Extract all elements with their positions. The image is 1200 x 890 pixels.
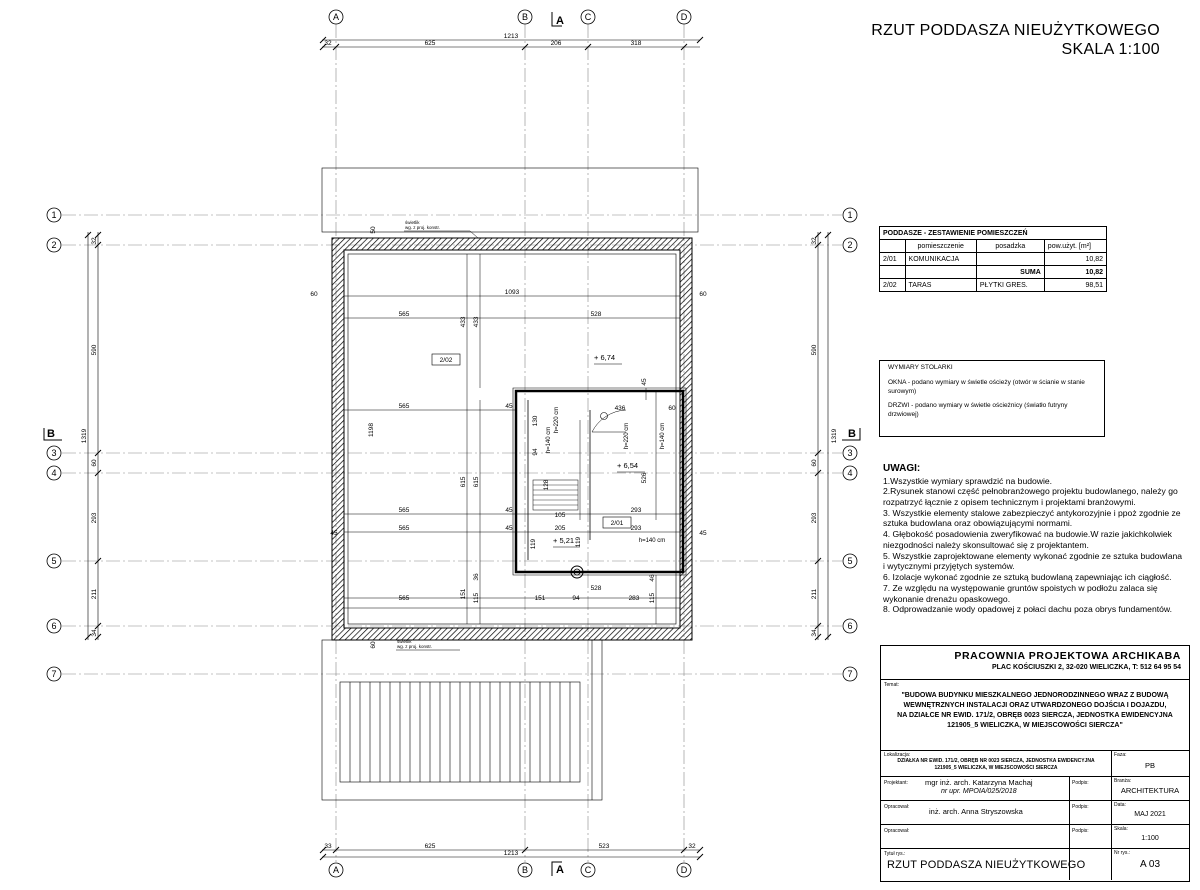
table-cell: 98,51 <box>1044 279 1106 292</box>
dim-text: 32 <box>688 843 696 850</box>
dim-text: 119 <box>575 536 582 548</box>
dim-text: 293 <box>630 507 642 514</box>
dim-text: 565 <box>398 403 410 410</box>
table-cell: TARAS <box>905 279 976 292</box>
dim-text: 283 <box>628 595 640 602</box>
dim-text: 625 <box>424 40 436 47</box>
section-mark-top: A <box>556 15 564 27</box>
dim-text: 60 <box>310 291 318 298</box>
data-value: MAJ 2021 <box>1134 811 1166 818</box>
dim-text: 526 <box>641 472 648 484</box>
drawing-title: RZUT PODDASZA NIEUŻYTKOWEGO <box>871 22 1160 39</box>
dim-text: 45 <box>699 530 707 537</box>
podpis-label: Podpis: <box>1072 804 1089 810</box>
skylight-callouts <box>396 220 478 650</box>
drawing-scale: SKALA 1:100 <box>1061 41 1160 58</box>
lokalizacja-line: DZIAŁKA NR EWID. 171/2, OBRĘB NR 0023 SIERCZA, JEDNOSTKA EWIDENCYJNA <box>897 758 1095 764</box>
height-note: h=140 cm <box>546 426 552 454</box>
axis-label: C <box>584 12 592 22</box>
axis-label: 5 <box>847 556 853 566</box>
axis-label: 7 <box>51 669 57 679</box>
dim-text: 115 <box>473 592 480 604</box>
room-tags <box>432 354 631 528</box>
axis-label: A <box>332 865 340 875</box>
table-cell: 10,82 <box>1044 253 1106 266</box>
axis-label: B <box>521 12 529 22</box>
data-label: Data: <box>1114 802 1126 808</box>
callout-text: świetlik <box>405 220 420 225</box>
dim-text: 60 <box>668 405 676 412</box>
note-item: 2.Rysunek stanowi część pełnobranżowego projektu budowlanego, należy go rozpatrzyć łącznie z opisem technicznym i projektami branżowymi. <box>883 486 1178 507</box>
level-mark: + 6,54 <box>617 461 639 470</box>
room-table-caption: PODDASZE - ZESTAWIENIE POMIESZCZEŃ <box>880 227 1107 240</box>
dim-text: 119 <box>530 538 537 550</box>
dim-text: 45 <box>641 378 648 386</box>
dim-text: 615 <box>460 476 467 488</box>
note-item: 1.Wszystkie wymiary sprawdzić na budowie. <box>883 475 1053 486</box>
temat-line: 121905_5 WIELICZKA, W MIEJSCOWOŚCI SIERCZA" <box>947 722 1123 730</box>
dim-text: 205 <box>554 525 566 532</box>
note-item: 3. Wszystkie elementy stalowe zabezpieczyć antykorozyjnie i ppoż zgodnie ze sztuka budowlana oraz obowiązującymi normami. <box>883 507 1181 529</box>
dim-text: 105 <box>554 512 566 519</box>
axis-bubbles <box>47 10 857 877</box>
axis-label: 5 <box>51 556 57 566</box>
dim-text: 615 <box>473 476 480 488</box>
dim-text: 33 <box>324 843 332 850</box>
axis-label: 1 <box>847 210 853 220</box>
dim-text: 1213 <box>503 33 519 40</box>
dim-text: 34 <box>91 629 98 637</box>
callout-text: wg. z proj. konstr. <box>397 644 433 649</box>
axis-label: D <box>680 12 688 22</box>
grid-axes <box>62 24 842 862</box>
dim-text: 590 <box>91 344 98 356</box>
axis-label: 2 <box>847 240 853 250</box>
table-header-cell: posadzka <box>976 240 1044 253</box>
dim-text: 565 <box>398 525 410 532</box>
dim-text: 60 <box>811 459 818 467</box>
roof-overhang-top <box>322 168 698 232</box>
temat-line: "BUDOWA BUDYNKU MIESZKALNEGO JEDNORODZINNEGO WRAZ Z BUDOWĄ <box>901 692 1169 699</box>
table-cell <box>905 266 976 279</box>
section-mark-left: B <box>47 428 55 440</box>
opracowal-name: inż. arch. Anna Stryszowska <box>929 807 1023 816</box>
dim-text: 293 <box>91 512 98 524</box>
lokalizacja-line: 121905_5 WIELICZKA, W MIEJSCOWOŚCI SIERCZA <box>934 764 1058 771</box>
note-item: 8. Odprowadzanie wody opadowej z połaci dachu poza obrys fundamentów. <box>883 604 1173 615</box>
dimension-chain-left <box>81 232 101 640</box>
dim-text: 115 <box>649 592 656 604</box>
dim-text: 46 <box>649 574 656 582</box>
section-mark-bottom: A <box>556 864 564 876</box>
projektant-label: Projektant: <box>884 780 908 786</box>
dim-text: 94 <box>532 448 539 456</box>
tytul-label: Tytuł rys.: <box>884 851 906 857</box>
table-cell <box>880 266 906 279</box>
dim-text: 590 <box>811 344 818 356</box>
dim-text: 528 <box>590 311 602 318</box>
note-item: 6. Izolacje wykonać zgodnie ze sztuką budowlaną zapewniając ich ciągłość. <box>883 572 1172 583</box>
axis-label: 1 <box>51 210 57 220</box>
dim-text: 211 <box>91 588 98 600</box>
axis-label: B <box>521 865 529 875</box>
dim-text: 32 <box>91 237 98 245</box>
opracowal-label: Opracował: <box>884 804 910 810</box>
opracowal2-label: Opracował: <box>884 828 910 834</box>
projektant-license: nr upr. MPOIA/025/2018 <box>941 788 1017 795</box>
joinery-legend <box>879 360 1105 437</box>
dim-text: 1213 <box>503 850 519 857</box>
nr-label: Nr rys.: <box>1114 850 1131 856</box>
dim-text: 45 <box>505 403 513 410</box>
faza-label: Faza: <box>1114 752 1127 758</box>
table-row <box>880 253 1107 266</box>
level-mark: + 6,74 <box>594 353 616 362</box>
skala-value: 1:100 <box>1141 835 1159 842</box>
height-note: h=220 cm <box>554 406 560 434</box>
dim-text: 1198 <box>368 423 375 437</box>
joinery-windows: OKNA - podano wymiary w świetle ościeży (otwór w ścianie w stanie surowym) <box>888 378 1085 395</box>
firm-name: PRACOWNIA PROJEKTOWA ARCHIKABA <box>954 650 1181 662</box>
dim-text: 151 <box>460 588 467 600</box>
section-markers <box>44 12 860 876</box>
axis-label: 4 <box>847 468 853 478</box>
tytul-value: RZUT PODDASZA NIEUŻYTKOWEGO <box>887 859 1086 871</box>
dim-text: 151 <box>534 595 546 602</box>
axis-label: 3 <box>847 448 853 458</box>
dim-text: 130 <box>532 415 539 427</box>
notes-title: UWAGI: <box>883 463 921 474</box>
dim-text: 1319 <box>831 428 838 444</box>
callout-text: świetlik <box>397 639 412 644</box>
room-tag: 2/02 <box>439 357 453 364</box>
room-tag: 2/01 <box>610 520 624 527</box>
table-row <box>880 279 1107 292</box>
temat-line: WEWNĘTRZNYCH INSTALACJI ORAZ UTWARDZONEGO DOJŚCIA I DOJAZDU, <box>903 702 1167 710</box>
projektant-name: mgr inż. arch. Katarzyna Machaj <box>925 778 1033 787</box>
room-schedule-table <box>879 226 1107 292</box>
branza-value: ARCHITEKTURA <box>1120 786 1180 795</box>
terrace-stairs <box>340 682 580 782</box>
note-item: 5. Wszystkie zaprojektowane elementy wykonać zgodnie ze sztuka budowlana i wytycznymi przyjętych systemów. <box>883 550 1183 572</box>
height-note: h=140 cm <box>660 422 666 450</box>
axis-label: 4 <box>51 468 57 478</box>
dimension-chain-top <box>320 33 703 50</box>
dim-text: 32 <box>811 237 818 245</box>
axis-label: 6 <box>847 621 853 631</box>
axis-label: 7 <box>847 669 853 679</box>
dim-text: 45 <box>330 530 338 537</box>
dim-text: 60 <box>370 641 377 649</box>
dim-text: 34 <box>811 629 818 637</box>
title-block <box>880 645 1190 882</box>
dim-text: 32 <box>324 40 332 47</box>
table-row <box>880 266 1107 279</box>
dim-text: 36 <box>473 573 480 581</box>
dim-text: 45 <box>505 507 513 514</box>
dim-text: 1319 <box>81 428 88 444</box>
faza-value: PB <box>1144 761 1155 770</box>
dim-text: 1093 <box>504 289 520 296</box>
interior-dimension-texts <box>310 226 707 649</box>
firm-address: PLAC KOŚCIUSZKI 2, 32-020 WIELICZKA, T: 512 64 95 54 <box>991 664 1181 671</box>
height-note: h=220 cm <box>624 422 630 450</box>
room-table-header <box>880 240 1107 253</box>
table-cell: 2/01 <box>880 253 906 266</box>
dim-text: 45 <box>505 525 513 532</box>
interior-dimension-lines <box>344 254 683 624</box>
table-cell: KOMUNIKACJA <box>905 253 976 266</box>
dimension-chain-right <box>811 232 838 640</box>
axis-label: D <box>680 865 688 875</box>
dim-text: 60 <box>699 291 707 298</box>
podpis-label: Podpis: <box>1072 828 1089 834</box>
dim-text: 60 <box>91 459 98 467</box>
table-header-cell: pow.użyt. [m²] <box>1044 240 1106 253</box>
table-cell: 2/02 <box>880 279 906 292</box>
dim-text: 433 <box>460 316 467 328</box>
temat-label: Temat: <box>884 682 900 688</box>
table-cell: 10,82 <box>1044 266 1106 279</box>
note-item: 4. Głębokość posadowienia zweryfikować na budowie.W razie jakichkolwiek niezgodności należy skonsultować się z projektantem. <box>883 529 1172 550</box>
general-notes <box>883 463 1183 615</box>
outer-walls <box>332 238 692 640</box>
callout-text: wg. z proj. konstr. <box>405 225 441 230</box>
branza-label: Branża: <box>1114 778 1132 784</box>
dim-text: 50 <box>370 226 377 234</box>
nr-value: A 03 <box>1139 859 1161 870</box>
axis-label: A <box>332 12 340 22</box>
dim-text: 293 <box>630 525 642 532</box>
dim-text: 565 <box>398 311 410 318</box>
dim-text: 318 <box>630 40 642 47</box>
table-header-cell: pomieszczenie <box>905 240 976 253</box>
dim-text: 206 <box>550 40 562 47</box>
dim-text: 625 <box>424 843 436 850</box>
axis-label: 6 <box>51 621 57 631</box>
dim-text: 436 <box>614 405 626 412</box>
dim-text: 523 <box>598 843 610 850</box>
podpis-label: Podpis: <box>1072 780 1089 786</box>
section-mark-right: B <box>848 428 856 440</box>
dim-text: 565 <box>398 595 410 602</box>
temat-line: NA DZIAŁCE NR EWID. 171/2, OBRĘB 0023 SIERCZA, JEDNOSTKA EWIDENCYJNA <box>897 712 1173 720</box>
dim-text: 565 <box>398 507 410 514</box>
joinery-title: WYMIARY STOLARKI <box>888 364 953 371</box>
table-header-cell <box>880 240 906 253</box>
dim-text: 293 <box>811 512 818 524</box>
table-cell: SUMA <box>976 266 1044 279</box>
table-cell: PŁYTKI GRES. <box>976 279 1044 292</box>
dim-text: 211 <box>811 588 818 600</box>
dim-text: 528 <box>590 585 602 592</box>
axis-label: 2 <box>51 240 57 250</box>
axis-label: 3 <box>51 448 57 458</box>
note-item: 7. Ze względu na występowanie gruntów spoistych w podłożu zalaca się wykonanie drenażu opaskowego. <box>883 582 1158 604</box>
height-note: h=140 cm <box>638 538 666 544</box>
dimension-chain-bottom <box>320 843 703 860</box>
skala-label: Skala: <box>1114 826 1128 832</box>
dim-text: 433 <box>473 316 480 328</box>
axis-label: C <box>584 865 592 875</box>
table-cell <box>976 253 1044 266</box>
dim-text: 94 <box>572 595 580 602</box>
joinery-doors: DRZWI - podano wymiary w świetle ościeżnicy (światło futryny drzwiowej) <box>888 402 1068 419</box>
level-mark: + 5,21 <box>553 536 575 545</box>
dim-text: 128 <box>543 479 550 491</box>
lokalizacja-label: Lokalizacja: <box>884 752 911 758</box>
